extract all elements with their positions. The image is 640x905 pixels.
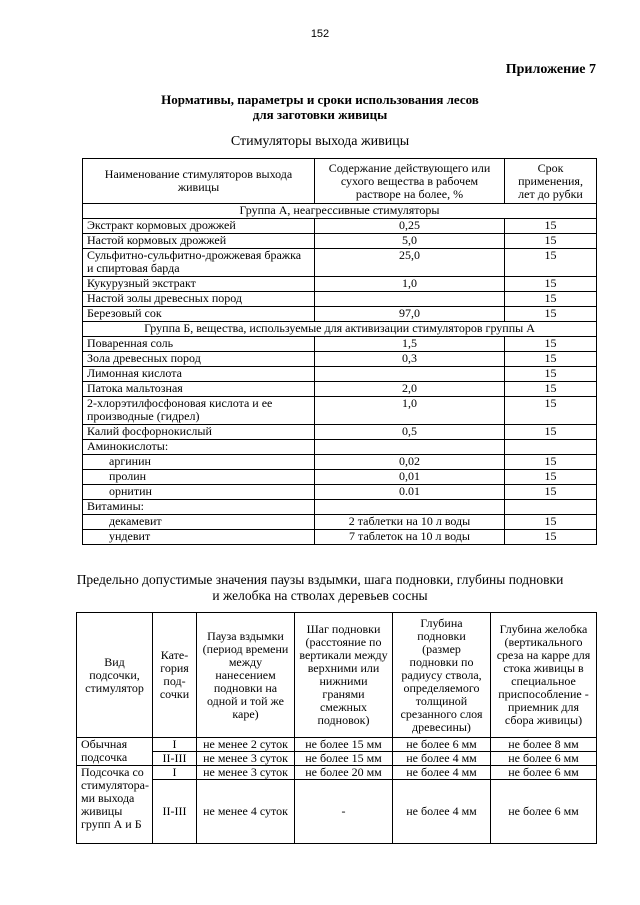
table-row bbox=[83, 337, 597, 352]
cell-groove: не более 6 мм bbox=[491, 752, 597, 766]
cell-type: Подсочка со стимулятора-ми выхода живицы групп А и Б bbox=[77, 766, 153, 844]
header-category: Кате-гория под-сочки bbox=[153, 613, 197, 738]
table-row bbox=[83, 382, 597, 397]
cell-content: 1,0 bbox=[315, 397, 505, 425]
group-a-label: Группа А, неагрессивные стимуляторы bbox=[83, 204, 597, 219]
cell-depth: не более 4 мм bbox=[393, 766, 491, 780]
header-depth: Глубина подновки (размер подновки по радиусу ствола, определяемого толщиной срезанного слоя древесины) bbox=[393, 613, 491, 738]
cell-name: Лимонная кислота bbox=[83, 367, 315, 382]
cell-term: 15 bbox=[505, 530, 597, 545]
cell-term: 15 bbox=[505, 249, 597, 277]
table-row bbox=[83, 485, 597, 500]
header-pause: Пауза вздымки (период времени между нанесением подновки на одной и той же каре) bbox=[197, 613, 295, 738]
cell-depth: не более 4 мм bbox=[393, 780, 491, 844]
page-number: 152 bbox=[310, 28, 330, 40]
cell-type: Обычная подсочка bbox=[77, 738, 153, 766]
section1-title: Стимуляторы выхода живицы bbox=[230, 134, 410, 149]
cell-groove: не более 6 мм bbox=[491, 766, 597, 780]
cell-content: 2 таблетки на 10 л воды bbox=[315, 515, 505, 530]
cell-name: Калий фосфорнокислый bbox=[83, 425, 315, 440]
table-row bbox=[83, 249, 597, 277]
cell-step: - bbox=[295, 780, 393, 844]
cell-name: декамевит bbox=[83, 515, 315, 530]
title-line-2: для заготовки живицы bbox=[252, 107, 388, 122]
cell-content: 0,01 bbox=[315, 470, 505, 485]
cell-name: Настой золы древесных пород bbox=[83, 292, 315, 307]
document-title bbox=[0, 92, 640, 122]
cell-name: Березовый сок bbox=[83, 307, 315, 322]
cell-name: 2-хлорэтилфосфоновая кислота и ее производные (гидрел) bbox=[83, 397, 315, 425]
stimulators-table bbox=[82, 158, 597, 545]
cell-name: Витамины: bbox=[83, 500, 315, 515]
section2-title-line-2: и желобка на стволах деревьев сосны bbox=[212, 588, 428, 603]
section2-title bbox=[0, 572, 640, 604]
cell-term: 15 bbox=[505, 234, 597, 249]
cell-groove: не более 6 мм bbox=[491, 780, 597, 844]
table-row bbox=[83, 292, 597, 307]
cell-term: 15 bbox=[505, 277, 597, 292]
table-row bbox=[83, 470, 597, 485]
table-row bbox=[83, 234, 597, 249]
cell-term bbox=[505, 440, 597, 455]
cell-name: ундевит bbox=[83, 530, 315, 545]
title-line-1: Нормативы, параметры и сроки использования лесов bbox=[161, 92, 479, 107]
table-row bbox=[77, 766, 597, 780]
cell-name: Экстракт кормовых дрожжей bbox=[83, 219, 315, 234]
table-row bbox=[83, 425, 597, 440]
cell-depth: не более 6 мм bbox=[393, 738, 491, 752]
cell-name: пролин bbox=[83, 470, 315, 485]
cell-pause: не менее 3 суток bbox=[197, 752, 295, 766]
tapping-limits-table bbox=[76, 612, 597, 844]
cell-content bbox=[315, 367, 505, 382]
cell-term: 15 bbox=[505, 470, 597, 485]
cell-name: Зола древесных пород bbox=[83, 352, 315, 367]
table-header-row bbox=[83, 159, 597, 204]
cell-term: 15 bbox=[505, 367, 597, 382]
table-row bbox=[83, 440, 597, 455]
cell-category: II-III bbox=[153, 752, 197, 766]
cell-content: 7 таблеток на 10 л воды bbox=[315, 530, 505, 545]
cell-groove: не более 8 мм bbox=[491, 738, 597, 752]
cell-pause: не менее 3 суток bbox=[197, 766, 295, 780]
table-row bbox=[77, 780, 597, 844]
header-term: Срок применения, лет до рубки bbox=[505, 159, 597, 204]
header-type: Вид подсочки, стимулятор bbox=[77, 613, 153, 738]
cell-content: 1,5 bbox=[315, 337, 505, 352]
table-row bbox=[83, 367, 597, 382]
header-groove: Глубина желобка (вертикального среза на карре для стока живицы в специальное приспособление - приемник для сбора живицы) bbox=[491, 613, 597, 738]
cell-content: 0,5 bbox=[315, 425, 505, 440]
cell-content: 0.01 bbox=[315, 485, 505, 500]
cell-term: 15 bbox=[505, 382, 597, 397]
group-row bbox=[83, 204, 597, 219]
cell-term: 15 bbox=[505, 485, 597, 500]
cell-content: 2,0 bbox=[315, 382, 505, 397]
table-row bbox=[77, 738, 597, 752]
cell-content: 97,0 bbox=[315, 307, 505, 322]
table-row bbox=[77, 752, 597, 766]
cell-content: 1,0 bbox=[315, 277, 505, 292]
cell-term: 15 bbox=[505, 425, 597, 440]
cell-step: не более 15 мм bbox=[295, 738, 393, 752]
cell-content bbox=[315, 440, 505, 455]
appendix-label: Приложение 7 bbox=[505, 62, 596, 77]
table-row bbox=[83, 530, 597, 545]
cell-name: Патока мальтозная bbox=[83, 382, 315, 397]
table-row bbox=[83, 352, 597, 367]
cell-name: Настой кормовых дрожжей bbox=[83, 234, 315, 249]
cell-name: орнитин bbox=[83, 485, 315, 500]
cell-content: 0,02 bbox=[315, 455, 505, 470]
header-step: Шаг подновки (расстояние по вертикали между верхними или нижними гранями смежных подновок) bbox=[295, 613, 393, 738]
table-header-row bbox=[77, 613, 597, 738]
cell-pause: не менее 4 суток bbox=[197, 780, 295, 844]
cell-content: 5,0 bbox=[315, 234, 505, 249]
cell-name: Поваренная соль bbox=[83, 337, 315, 352]
group-b-label: Группа Б, вещества, используемые для активизации стимуляторов группы А bbox=[83, 322, 597, 337]
cell-term: 15 bbox=[505, 219, 597, 234]
cell-category: I bbox=[153, 766, 197, 780]
section2-title-line-1: Предельно допустимые значения паузы вздымки, шага подновки, глубины подновки bbox=[76, 572, 564, 587]
cell-term: 15 bbox=[505, 455, 597, 470]
cell-name: Кукурузный экстракт bbox=[83, 277, 315, 292]
cell-content bbox=[315, 500, 505, 515]
cell-category: I bbox=[153, 738, 197, 752]
cell-content: 25,0 bbox=[315, 249, 505, 277]
table-row bbox=[83, 455, 597, 470]
cell-name: аргинин bbox=[83, 455, 315, 470]
cell-step: не более 15 мм bbox=[295, 752, 393, 766]
header-name: Наименование стимуляторов выхода живицы bbox=[83, 159, 315, 204]
table-row bbox=[83, 219, 597, 234]
cell-term: 15 bbox=[505, 337, 597, 352]
cell-term: 15 bbox=[505, 515, 597, 530]
cell-content: 0,25 bbox=[315, 219, 505, 234]
table-row bbox=[83, 307, 597, 322]
cell-depth: не более 4 мм bbox=[393, 752, 491, 766]
table-row bbox=[83, 500, 597, 515]
table-row bbox=[83, 515, 597, 530]
cell-step: не более 20 мм bbox=[295, 766, 393, 780]
cell-term: 15 bbox=[505, 292, 597, 307]
cell-category: II-III bbox=[153, 780, 197, 844]
table-row bbox=[83, 397, 597, 425]
cell-pause: не менее 2 суток bbox=[197, 738, 295, 752]
cell-content bbox=[315, 292, 505, 307]
group-row bbox=[83, 322, 597, 337]
cell-term: 15 bbox=[505, 397, 597, 425]
cell-name: Сульфитно-сульфитно-дрожжевая бражка и спиртовая барда bbox=[83, 249, 315, 277]
cell-term: 15 bbox=[505, 307, 597, 322]
cell-term bbox=[505, 500, 597, 515]
table-row bbox=[83, 277, 597, 292]
cell-term: 15 bbox=[505, 352, 597, 367]
header-content: Содержание действующего или сухого вещества в рабочем растворе на более, % bbox=[315, 159, 505, 204]
cell-content: 0,3 bbox=[315, 352, 505, 367]
cell-name: Аминокислоты: bbox=[83, 440, 315, 455]
